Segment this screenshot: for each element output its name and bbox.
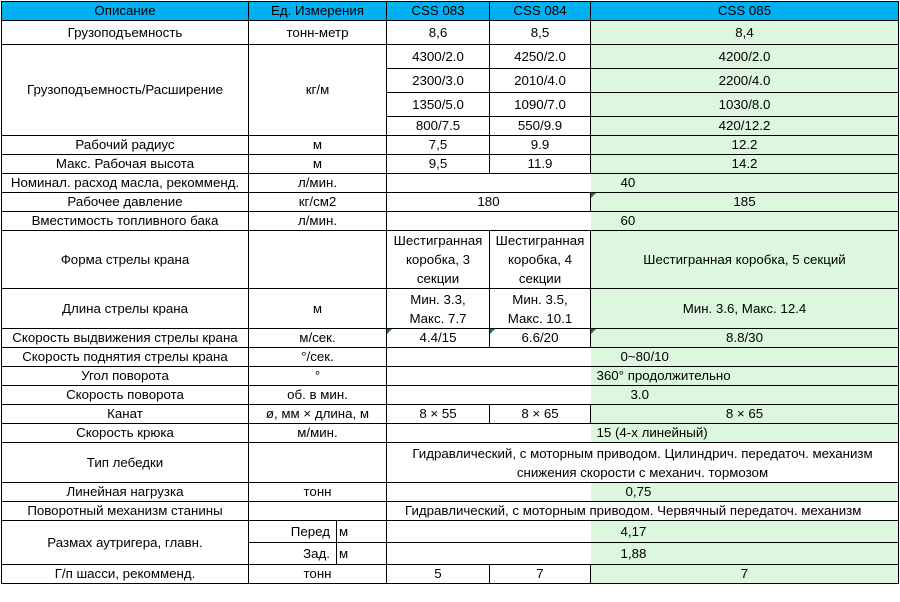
value-css083: 8 × 55 [387,405,490,424]
value-all: 15 (4-х линейный) [591,424,899,443]
text-line: секции [416,271,460,286]
outrigger-rear-value: 1,88 [591,543,899,565]
header-unit: Ед. Измерения [249,2,387,21]
value-css084 [490,521,591,543]
value-css083: 1350/5.0 [387,93,490,117]
value-css085: 8 × 65 [591,405,899,424]
value-all: 360° продолжительно [591,367,899,386]
table-row [2,424,899,443]
row-label: Канат [2,405,249,424]
row-label: Номинал. расход масла, рекомменд. [2,174,249,193]
value-css084: 1090/7.0 [490,93,591,117]
table-row [2,155,899,174]
text-line: коробка, 3 [405,252,471,267]
row-label: Рабочее давление [2,193,249,212]
value-css085: 8,4 [591,21,899,45]
value-css085: 14.2 [591,155,899,174]
header-css083: CSS 083 [387,2,490,21]
value-css084 [490,424,591,443]
value-css083 [387,543,490,565]
row-unit: м/сек. [249,329,387,348]
value-all: 60 [591,212,899,231]
text-line: Мин. 3.5, [512,291,568,307]
value-css084: 6.6/20 [490,329,591,348]
value-css083 [387,521,490,543]
header-css084: CSS 084 [490,2,591,21]
row-unit: м [249,289,387,329]
value-css083 [387,483,490,502]
row-unit: об. в мин. [249,386,387,405]
row-unit [249,231,387,289]
value-css084 [490,231,591,289]
row-unit: тонн [249,483,387,502]
value-css084: 550/9.9 [490,117,591,136]
value-css084: 2010/4.0 [490,69,591,93]
value-css083 [387,367,490,386]
value-css084 [490,386,591,405]
value-css084: 9.9 [490,136,591,155]
value-all: 0~80/10 [591,348,899,367]
row-label: Скорость крюка [2,424,249,443]
table-row [2,136,899,155]
spec-table [1,1,899,584]
row-unit: л/мин. [249,212,387,231]
value-css083: 4300/2.0 [387,45,490,69]
value-css084: 4250/2.0 [490,45,591,69]
value-css083: 9,5 [387,155,490,174]
value-css083: 7,5 [387,136,490,155]
value-css085: 8.8/30 [591,329,899,348]
row-label: Длина стрелы крана [2,289,249,329]
value-css084 [490,289,591,329]
table-row [2,45,899,69]
value-css085: Шестигранная коробка, 5 секций [591,231,899,289]
row-unit: м/мин. [249,424,387,443]
table-row [2,193,899,212]
value-css085: 185 [591,193,899,212]
row-label: Поворотный механизм станины [2,502,249,521]
outrigger-front-unit: м [337,521,387,543]
outrigger-front-value: 4,17 [591,521,899,543]
outrigger-rear-unit: м [337,543,387,565]
value-all: Гидравлический, с моторным приводом. Червячный передаточ. механизм [387,502,899,521]
row-label: Г/п шасси, рекомменд. [2,565,249,584]
table-row [2,348,899,367]
table-row [2,565,899,584]
text-line: Шестигранная [495,233,585,248]
row-unit: тонн [249,565,387,584]
row-unit [249,502,387,521]
value-css085: 4200/2.0 [591,45,899,69]
value-css083 [387,386,490,405]
value-css084 [490,543,591,565]
row-label: Тип лебедки [2,443,249,483]
row-label: Скорость выдвижения стрелы крана [2,329,249,348]
value-css083: 5 [387,565,490,584]
row-unit: кг/см2 [249,193,387,212]
value-css083 [387,231,490,289]
table-row [2,502,899,521]
table-row [2,443,899,483]
table-row [2,405,899,424]
value-css083: 4.4/15 [387,329,490,348]
table-row [2,521,899,543]
row-label: Скорость поворота [2,386,249,405]
row-unit: л/мин. [249,174,387,193]
text-line: Макс. 7.7 [409,310,467,326]
value-css084: 8,5 [490,21,591,45]
row-label: Грузоподъемность/Расширение [2,45,249,136]
value-css083 [387,348,490,367]
value-css084: 7 [490,565,591,584]
text-line: Мин. 3.3, [410,291,466,307]
row-unit: ° [249,367,387,386]
value-css083: 2300/3.0 [387,69,490,93]
row-unit: м [249,155,387,174]
text-line: коробка, 4 [507,252,573,267]
row-label: Размах аутригера, главн. [2,521,249,565]
value-all: 40 [591,174,899,193]
value-css084 [490,212,591,231]
table-row [2,21,899,45]
row-label: Грузоподъемность [2,21,249,45]
value-css085: 7 [591,565,899,584]
value-all [387,443,899,483]
row-unit: °/сек. [249,348,387,367]
table-row [2,231,899,289]
header-row [2,2,899,21]
value-css085: 420/12.2 [591,117,899,136]
text-line: снижения скорости с механич. тормозом [516,464,769,480]
table-row [2,329,899,348]
table-row [2,367,899,386]
value-css084: 11.9 [490,155,591,174]
header-description: Описание [2,2,249,21]
outrigger-rear-label: Зад. [249,543,337,565]
row-unit: тонн-метр [249,21,387,45]
value-css083 [387,424,490,443]
value-css085: 12.2 [591,136,899,155]
value-css083 [387,174,490,193]
header-css085: CSS 085 [591,2,899,21]
text-line: Макс. 10.1 [507,310,573,326]
table-row [2,174,899,193]
value-css084 [490,174,591,193]
value-css085: Мин. 3.6, Макс. 12.4 [591,289,899,329]
row-unit: м [249,136,387,155]
table-row [2,386,899,405]
row-label: Линейная нагрузка [2,483,249,502]
value-css083 [387,289,490,329]
value-css083: 800/7.5 [387,117,490,136]
row-label: Макс. Рабочая высота [2,155,249,174]
table-row [2,289,899,329]
value-css083 [387,212,490,231]
text-line: секции [518,271,562,286]
row-label: Скорость поднятия стрелы крана [2,348,249,367]
value-css083: 8,6 [387,21,490,45]
value-css084 [490,367,591,386]
value-css084 [490,483,591,502]
text-line: Шестигранная [393,233,483,248]
value-css085: 2200/4.0 [591,69,899,93]
table-row [2,483,899,502]
value-all: 0,75 [591,483,899,502]
value-css084 [490,348,591,367]
outrigger-front-label: Перед [249,521,337,543]
text-line: Гидравлический, с моторным приводом. Цилиндрич. передаточ. механизм [412,445,873,461]
row-label: Рабочий радиус [2,136,249,155]
table-row [2,212,899,231]
row-label: Вместимость топливного бака [2,212,249,231]
value-css085: 1030/8.0 [591,93,899,117]
row-label: Угол поворота [2,367,249,386]
value-css083-084: 180 [387,193,591,212]
value-css084: 8 × 65 [490,405,591,424]
row-label: Форма стрелы крана [2,231,249,289]
row-unit: кг/м [249,45,387,136]
value-all: 3.0 [591,386,899,405]
row-unit [249,443,387,483]
row-unit: ø, мм × длина, м [249,405,387,424]
